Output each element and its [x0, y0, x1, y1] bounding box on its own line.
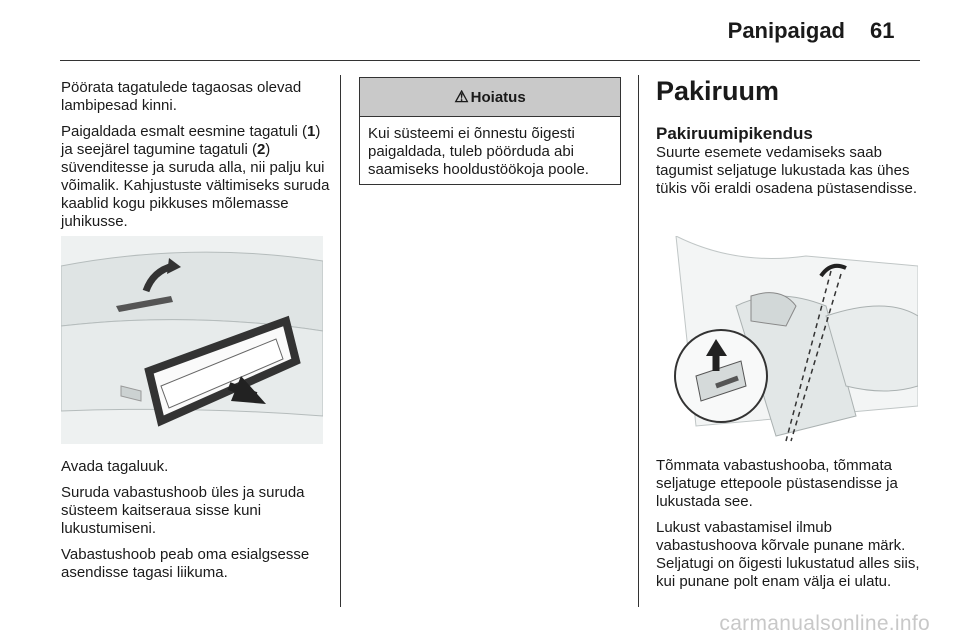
install-text-part-1: Paigaldada esmalt eesmine tagatuli ( [61, 123, 307, 140]
install-text-part-2: ) ja seejärel tagumine tagatuli ( [61, 123, 321, 158]
page-number: 61 [870, 18, 895, 43]
column-divider-right [638, 75, 639, 607]
subsection-title: Pakiruumipikendus [656, 124, 813, 143]
column-one-bottom [61, 458, 336, 590]
install-number-1: 1 [306, 123, 316, 140]
paragraph-lever-return: Vabastushoob peab oma esialgsesse asendisse tagasi liikuma. [61, 546, 310, 581]
bumper-lights-drawing [61, 236, 323, 444]
paragraph-open-tailgate: Avada tagaluuk. [61, 458, 169, 475]
install-number-2: 2 [256, 141, 266, 158]
seatback-drawing [656, 236, 918, 444]
warning-box [359, 77, 621, 185]
header-rule [60, 60, 920, 61]
warning-header [360, 78, 620, 117]
warning-triangle-icon: ⚠ [454, 89, 469, 106]
warning-title: Hoiatus [470, 88, 526, 106]
paragraph-lamp-holders: Pöörata tagatulede tagaosas olevad lambipesad kinni. [61, 79, 302, 114]
install-text-part-3: ) süvenditesse ja suruda alla, nii palju kui võimalik. Kahjustuste vältimiseks suruda kaablid kogu pikkuses mõlemasse juhikusse. [61, 141, 330, 230]
paragraph-pull-lever: Tõmmata vabastushooba, tõmmata seljatuge ettepoole püstasendisse ja lukustada see. [656, 457, 898, 510]
page-header-title: Panipaigad [727, 18, 845, 43]
warning-body: Kui süsteemi ei õnnestu õigesti paigaldada, tuleb pöörduda abi saamiseks hooldustöökoja poole. [368, 125, 589, 178]
seatback-illustration [656, 236, 918, 444]
bike-carrier-illustration [61, 236, 323, 444]
column-three-bottom [656, 457, 926, 599]
column-three-top [656, 76, 926, 206]
section-title: Pakiruum [656, 76, 780, 106]
paragraph-push-lever: Suruda vabastushoob üles ja suruda süsteem kaitseraua sisse kuni lukustumiseni. [61, 484, 305, 537]
paragraph-install-lights [61, 123, 331, 231]
column-one-top [61, 79, 331, 239]
watermark-text: carmanualsonline.info [719, 612, 930, 635]
column-divider-left [340, 75, 341, 607]
paragraph-cargo-intro: Suurte esemete vedamiseks saab tagumist seljatuge lukustada kas ühes tükis või eraldi osadena püstasendisse. [656, 144, 917, 197]
paragraph-red-marker: Lukust vabastamisel ilmub vabastushoova kõrvale punane märk. Seljatugi on õigesti lukustatud alles siis, kui punane polt enam välja ei ulatu. [656, 519, 920, 590]
